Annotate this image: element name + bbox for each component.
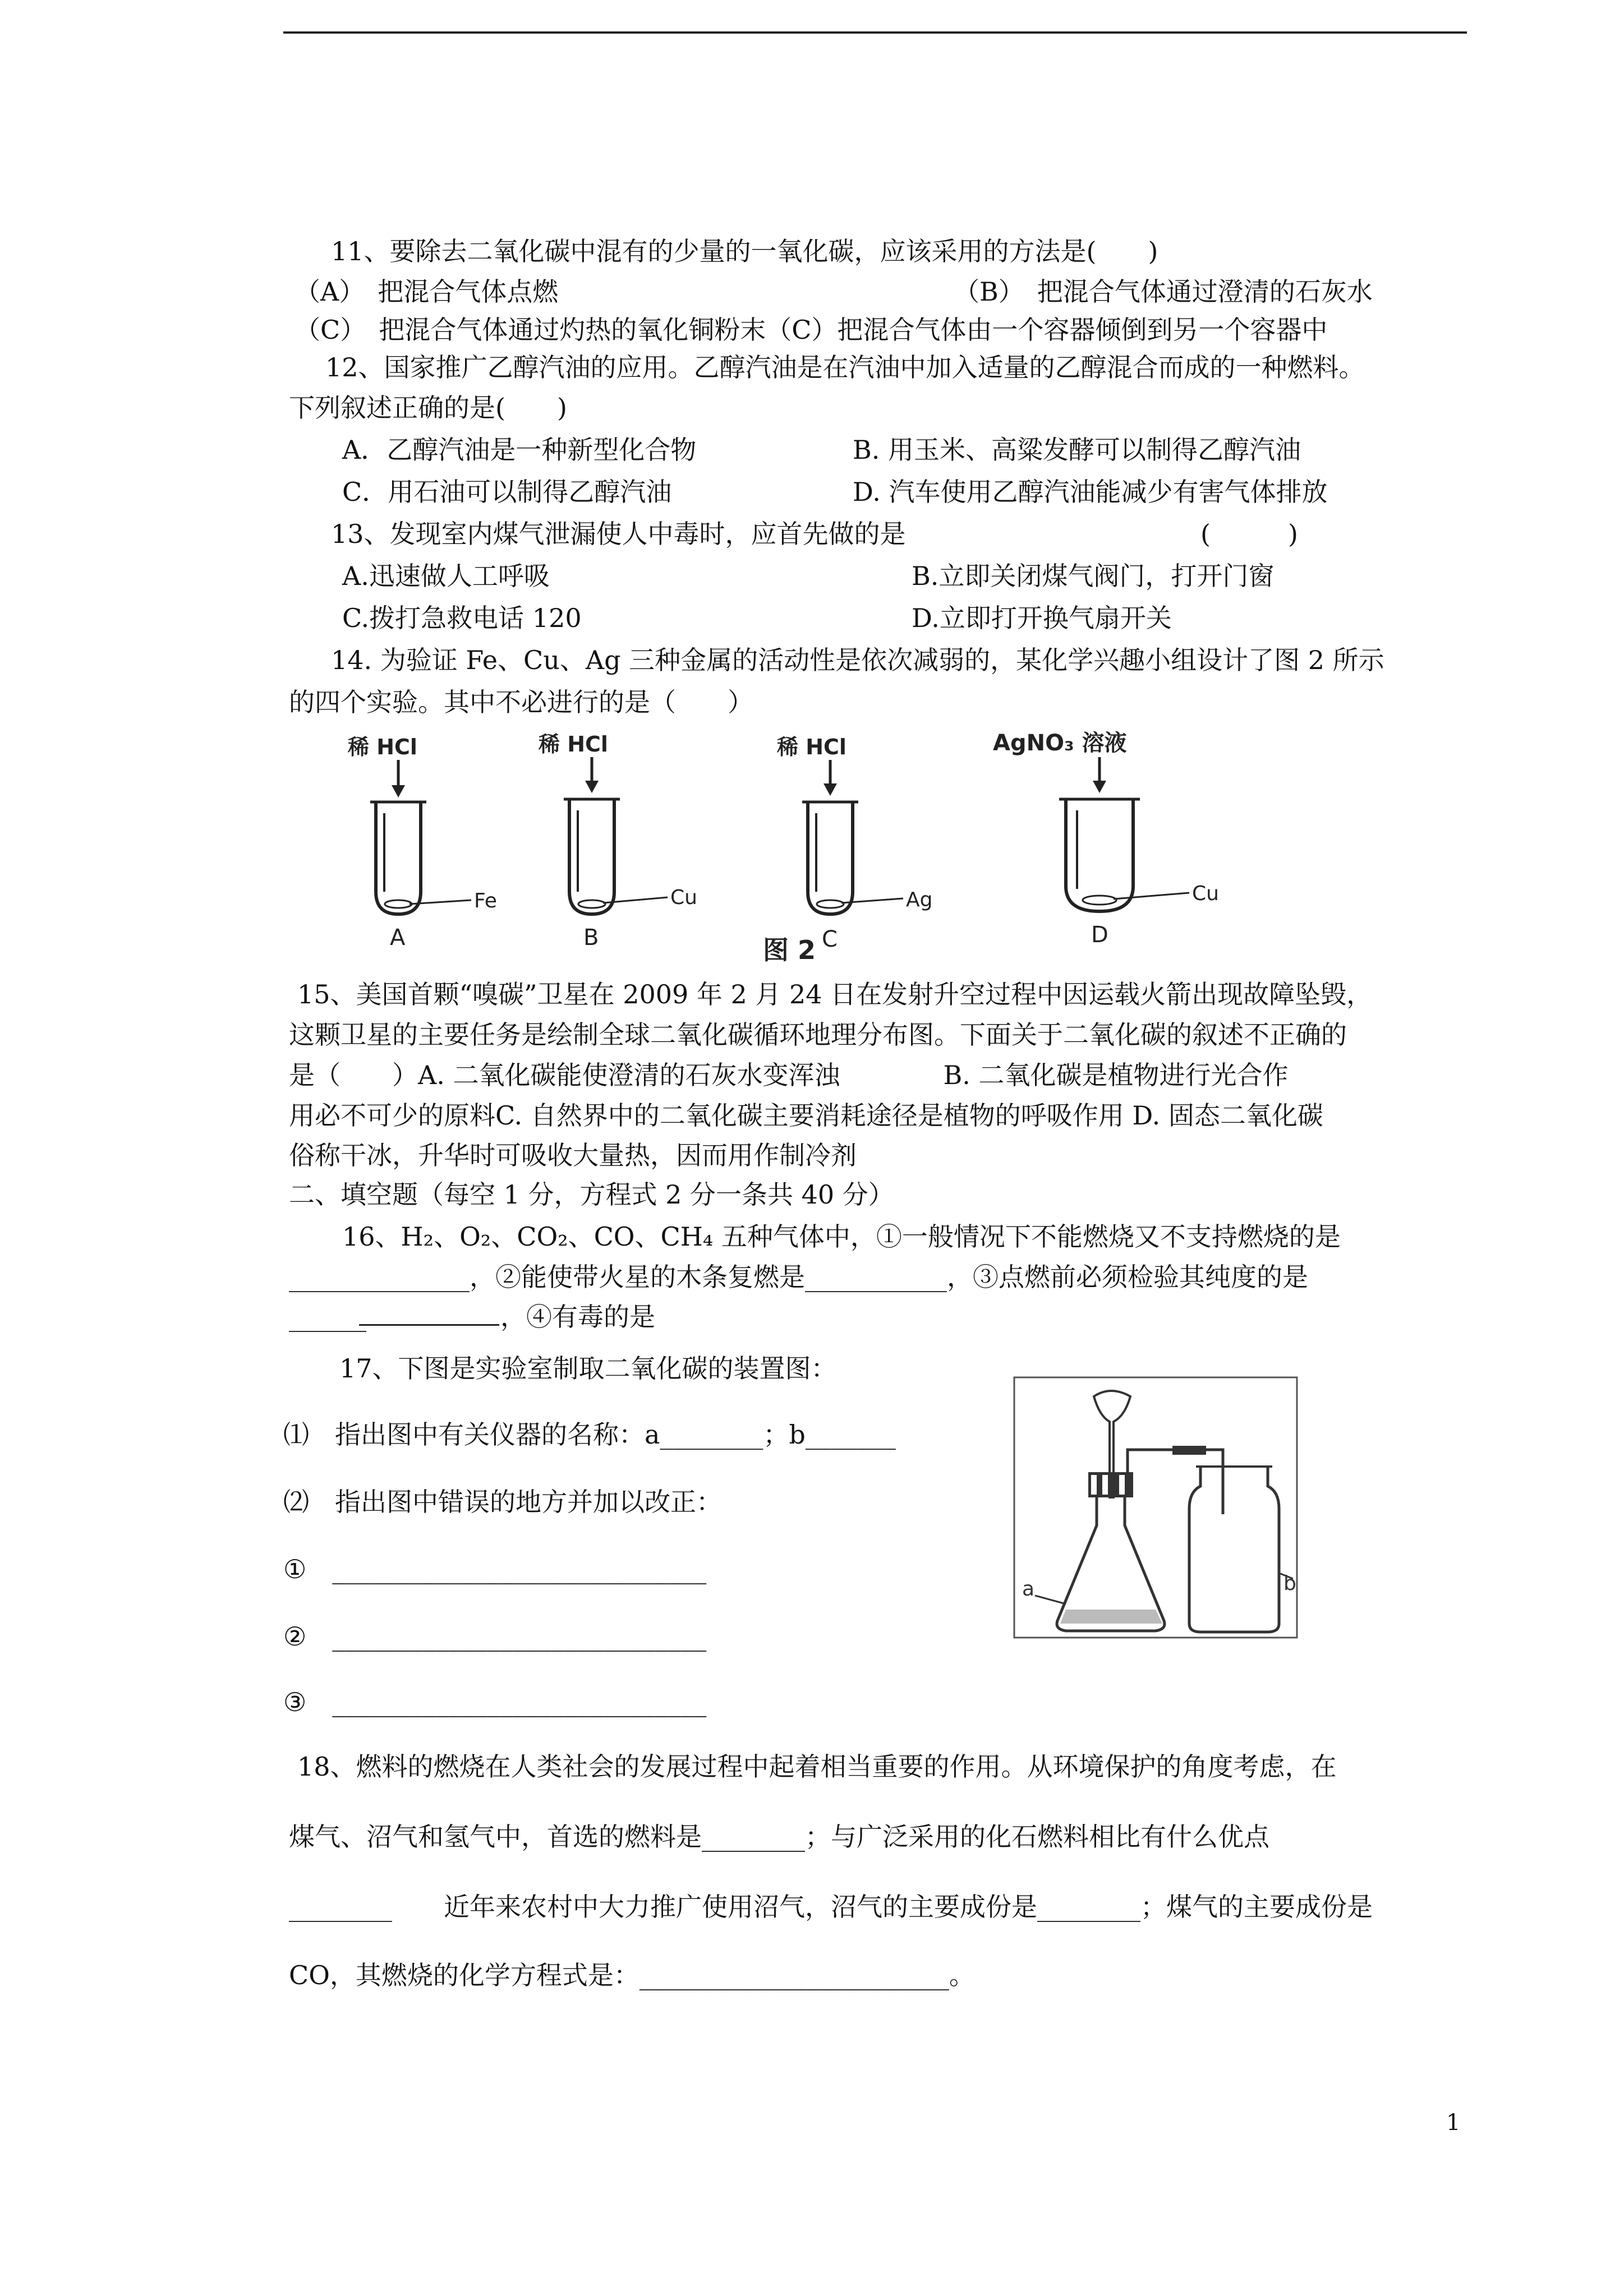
- q14-stem-2: 的四个实验。其中不必进行的是（ ）: [289, 687, 753, 717]
- tube-c-reagent: 稀 HCl: [777, 735, 846, 759]
- tube-d-letter: D: [1091, 922, 1108, 948]
- q13-option-c: C.拨打急救电话 120: [342, 603, 582, 633]
- q16-line-3-blank: ______: [289, 1302, 366, 1332]
- page-number: 1: [1446, 2110, 1461, 2136]
- q17-apparatus-figure: [1010, 1374, 1301, 1643]
- tube-b-reagent: 稀 HCl: [539, 732, 608, 757]
- tube-c-arrowhead: [823, 783, 837, 796]
- header-rule: [283, 31, 1467, 34]
- q17-part-2: ⑵ 指出图中错误的地方并加以改正：: [283, 1487, 722, 1517]
- liquid-in-flask: [1060, 1610, 1162, 1624]
- q15-line-5: 俗称干冰，升华时可吸收大量热，因而用作制冷剂: [289, 1140, 857, 1170]
- q11-option-b: （B） 把混合气体通过澄清的石灰水: [954, 276, 1373, 307]
- tube-d-arrowhead: [1093, 781, 1106, 793]
- conical-flask: [1057, 1486, 1165, 1631]
- q16-line-3-blank-underline[interactable]: [359, 1300, 499, 1334]
- gas-collection-bottle: [1189, 1467, 1279, 1632]
- figure-2-caption: 图 2: [763, 935, 816, 965]
- tube-a-body: [376, 802, 421, 914]
- q15-line-2: 这颗卫星的主要任务是绘制全球二氧化碳循环地理分布图。下面关于二氧化碳的叙述不正确的: [289, 1020, 1347, 1050]
- test-tube-c: [776, 735, 932, 952]
- q18-line-3: ________ 近年来农村中大力推广使用沼气，沼气的主要成份是________；煤气的主要成份是: [289, 1892, 1373, 1922]
- q17-part-1: ⑴ 指出图中有关仪器的名称：a________；b_______: [283, 1419, 896, 1450]
- q17-stem: 17、下图是实验室制取二氧化碳的装置图：: [339, 1353, 837, 1384]
- tube-d-reagent: AgNO₃ 溶液: [993, 730, 1127, 756]
- q17-correction-3: ③ _____________________________: [283, 1687, 707, 1717]
- q12-option-d: D. 汽车使用乙醇汽油能减少有害气体排放: [853, 477, 1328, 507]
- q16-answer-blank[interactable]: [359, 1302, 499, 1326]
- q12-option-b: B. 用玉米、高粱发酵可以制得乙醇汽油: [853, 435, 1301, 465]
- test-tube-d: [993, 730, 1219, 948]
- tube-c-letter: C: [822, 926, 838, 952]
- rubber-connector: [1172, 1446, 1206, 1455]
- q17-correction-2: ② _____________________________: [283, 1621, 707, 1652]
- q16-line-1: 16、H₂、O₂、CO₂、CO、CH₄ 五种气体中，①一般情况下不能燃烧又不支持燃烧的是: [342, 1221, 1341, 1252]
- q18-line-4: CO，其燃烧的化学方程式是：________________________。: [289, 1960, 975, 1990]
- tube-c-metal: Ag: [906, 888, 933, 911]
- test-tube-a: [347, 735, 497, 951]
- q12-option-c: C．用石油可以制得乙醇汽油: [342, 477, 672, 507]
- q13-option-b: B.立即关闭煤气阀门，打开门窗: [912, 561, 1275, 591]
- tube-d-metal-piece: [1083, 896, 1116, 905]
- tube-a-metal-piece: [385, 900, 412, 908]
- q13-option-d: D.立即打开换气扇开关: [912, 603, 1172, 633]
- label-a-leader: [1035, 1596, 1066, 1604]
- tube-a-reagent: 稀 HCl: [348, 735, 417, 759]
- q13-answer-paren: ( ): [1200, 519, 1298, 549]
- q18-line-2: 煤气、沼气和氢气中，首选的燃料是________；与广泛采用的化石燃料相比有什么优点: [289, 1822, 1269, 1852]
- q16-line-3-text: ，④有毒的是: [500, 1302, 655, 1332]
- q12-stem-2: 下列叙述正确的是( ): [289, 393, 567, 423]
- q11-option-cd: （C） 把混合气体通过灼热的氧化铜粉末（C）把混合气体由一个容器倾倒到另一个容器中: [295, 315, 1328, 345]
- tube-b-metal-piece: [578, 900, 605, 908]
- q15-line-3: 是（ ）A. 二氧化碳能使澄清的石灰水变浑浊 B. 二氧化碳是植物进行光合作: [289, 1060, 1289, 1090]
- tube-a-metal: Fe: [474, 889, 497, 912]
- q17-correction-1: ① _____________________________: [283, 1554, 707, 1584]
- q15-line-1: 15、美国首颗“嗅碳”卫星在 2009 年 2 月 24 日在发射升空过程中因运载火箭出现故障坠毁，: [297, 979, 1373, 1009]
- tube-d-metal: Cu: [1192, 882, 1219, 905]
- q12-option-a: A．乙醇汽油是一种新型化合物: [342, 435, 697, 465]
- q13-stem: 13、发现室内煤气泄漏使人中毒时，应首先做的是: [331, 519, 906, 549]
- q12-stem-1: 12、国家推广乙醇汽油的应用。乙醇汽油是在汽油中加入适量的乙醇混合而成的一种燃料。: [325, 352, 1365, 382]
- tube-a-arrowhead: [392, 785, 405, 797]
- q15-line-4: 用必不可少的原料C. 自然界中的二氧化碳主要消耗途径是植物的呼吸作用 D. 固态二氧化碳: [289, 1100, 1323, 1131]
- tube-b-metal: Cu: [670, 886, 697, 909]
- section-2-heading: 二、填空题（每空 1 分，方程式 2 分一条共 40 分）: [289, 1179, 894, 1210]
- tube-c-body: [808, 802, 853, 914]
- q14-stem-1: 14. 为验证 Fe、Cu、Ag 三种金属的活动性是依次减弱的，某化学兴趣小组设计了图 2 所示: [331, 645, 1384, 675]
- tube-b-arrowhead: [585, 781, 599, 793]
- test-tube-b: [538, 732, 697, 951]
- delivery-tube: [1128, 1450, 1223, 1514]
- tube-b-body: [569, 799, 614, 914]
- label-b: b: [1283, 1572, 1296, 1595]
- label-a: a: [1022, 1578, 1035, 1601]
- tube-d-leader: [1114, 893, 1189, 899]
- q16-line-2: ______________，②能使带火星的木条复燃是___________，③点燃前必须检验其纯度的是: [289, 1262, 1308, 1292]
- figure-2-test-tubes: [314, 729, 1313, 965]
- q18-line-1: 18、燃料的燃烧在人类社会的发展过程中起着相当重要的作用。从环境保护的角度考虑，在: [297, 1751, 1337, 1782]
- q11-option-a: （A） 把混合气体点燃: [295, 276, 559, 307]
- tube-b-letter: B: [583, 925, 599, 951]
- q13-option-a: A.迅速做人工呼吸: [342, 561, 550, 591]
- tube-c-metal-piece: [817, 900, 844, 908]
- tube-a-letter: A: [390, 925, 406, 951]
- q11-stem: 11、要除去二氧化碳中混有的少量的一氧化碳，应该采用的方法是( ): [331, 236, 1158, 266]
